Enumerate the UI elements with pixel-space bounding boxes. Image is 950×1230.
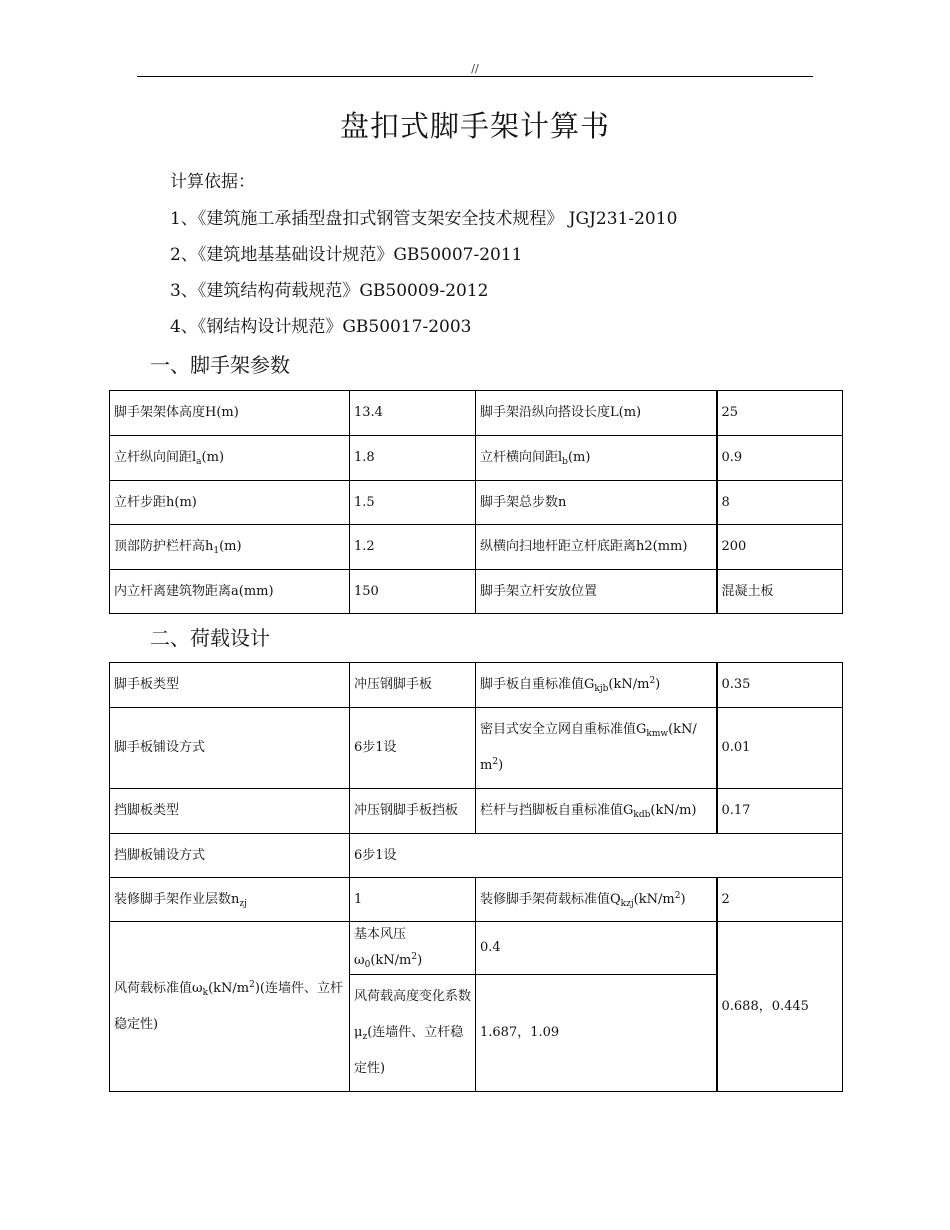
param-value: 150 xyxy=(350,570,476,614)
param-label: 内立杆离建筑物距离a(mm) xyxy=(110,570,350,614)
table-row xyxy=(110,834,843,878)
section-heading-scaffold-params: 一、脚手架参数 xyxy=(150,353,290,377)
param-value: 6步1设 xyxy=(350,708,476,789)
param-value: 冲压钢脚手板 xyxy=(350,663,476,708)
reference-1: 1、《建筑施工承插型盘扣式钢管支架安全技术规程》 JGJ231-2010 xyxy=(170,209,678,229)
table-row xyxy=(110,570,843,614)
param-label: 脚手架立杆安放位置 xyxy=(476,570,717,614)
param-label: 挡脚板类型 xyxy=(110,789,350,834)
document-title: 盘扣式脚手架计算书 xyxy=(339,109,610,143)
param-label: 栏杆与挡脚板自重标准值$G_{kdb}(kN/m)$ xyxy=(476,789,717,834)
param-value: 2 xyxy=(717,878,843,922)
param-label: 挡脚板铺设方式 xyxy=(110,834,350,878)
table-row xyxy=(110,436,843,481)
param-value: 冲压钢脚手板挡板 xyxy=(350,789,476,834)
param-value: 8 xyxy=(717,481,843,525)
param-label: 风荷载高度变化系数$\mu_z$(连墙件、立杆稳定性) xyxy=(350,975,476,1092)
param-label: 脚手板自重标准值$G_{kjb}(kN/m^2)$ xyxy=(476,663,717,708)
table-row xyxy=(110,878,843,922)
load-design-table xyxy=(109,662,843,1092)
param-label: 立杆横向间距$l_b(m)$ xyxy=(476,436,717,481)
param-label: 脚手板类型 xyxy=(110,663,350,708)
param-label: 密目式安全立网自重标准值$G_{kmw}(kN/$ $m^2$) xyxy=(476,708,717,789)
reference-2: 2、《建筑地基基础设计规范》GB50007-2011 xyxy=(170,245,523,265)
param-value: 0.01 xyxy=(717,708,843,789)
table-row xyxy=(110,391,843,436)
param-value: 1.687，1.09 xyxy=(476,975,717,1092)
reference-4: 4、《钢结构设计规范》GB50017-2003 xyxy=(170,317,472,337)
param-value: 0.688，0.445 xyxy=(717,922,843,1092)
param-value: 0.4 xyxy=(476,922,717,975)
param-value: 0.17 xyxy=(717,789,843,834)
header-rule xyxy=(137,76,813,77)
param-label: 立杆步距h(m) xyxy=(110,481,350,525)
param-label: 脚手架总步数n xyxy=(476,481,717,525)
param-value: 1.5 xyxy=(350,481,476,525)
param-value: 25 xyxy=(717,391,843,436)
param-value: 1.2 xyxy=(350,525,476,570)
param-label: 装修脚手架荷载标准值$Q_{kzj}(kN/m^2)$ xyxy=(476,878,717,922)
table-row xyxy=(110,663,843,708)
param-value: 1.8 xyxy=(350,436,476,481)
param-label: 装修脚手架作业层数$n_{zj}$ xyxy=(110,878,350,922)
param-label: 脚手架架体高度H(m) xyxy=(110,391,350,436)
section-heading-load-design: 二、荷载设计 xyxy=(150,626,270,650)
param-value: 6步1设 xyxy=(350,834,843,878)
param-label: 风荷载标准值$\omega_k(kN/m^2)$(连墙件、立杆稳定性) xyxy=(110,922,350,1092)
param-label: 纵横向扫地杆距立杆底距离h2(mm) xyxy=(476,525,717,570)
table-row xyxy=(110,922,843,975)
param-value: 1 xyxy=(350,878,476,922)
param-value: 混凝土板 xyxy=(717,570,843,614)
table-row xyxy=(110,481,843,525)
param-label: 顶部防护栏杆高$h_1(m)$ xyxy=(110,525,350,570)
table-row xyxy=(110,708,843,789)
param-value: 0.35 xyxy=(717,663,843,708)
param-value: 200 xyxy=(717,525,843,570)
basis-label: 计算依据： xyxy=(170,172,255,192)
param-value: 0.9 xyxy=(717,436,843,481)
param-label: 脚手架沿纵向搭设长度L(m) xyxy=(476,391,717,436)
scaffold-params-table xyxy=(109,390,843,614)
param-label: 立杆纵向间距$l_a(m)$ xyxy=(110,436,350,481)
table-row xyxy=(110,789,843,834)
reference-3: 3、《建筑结构荷载规范》GB50009-2012 xyxy=(170,281,489,301)
param-label: 基本风压$\omega_0(kN/m^2)$ xyxy=(350,922,476,975)
param-label: 脚手板铺设方式 xyxy=(110,708,350,789)
header-mark: // xyxy=(471,62,479,75)
param-value: 13.4 xyxy=(350,391,476,436)
table-row xyxy=(110,525,843,570)
